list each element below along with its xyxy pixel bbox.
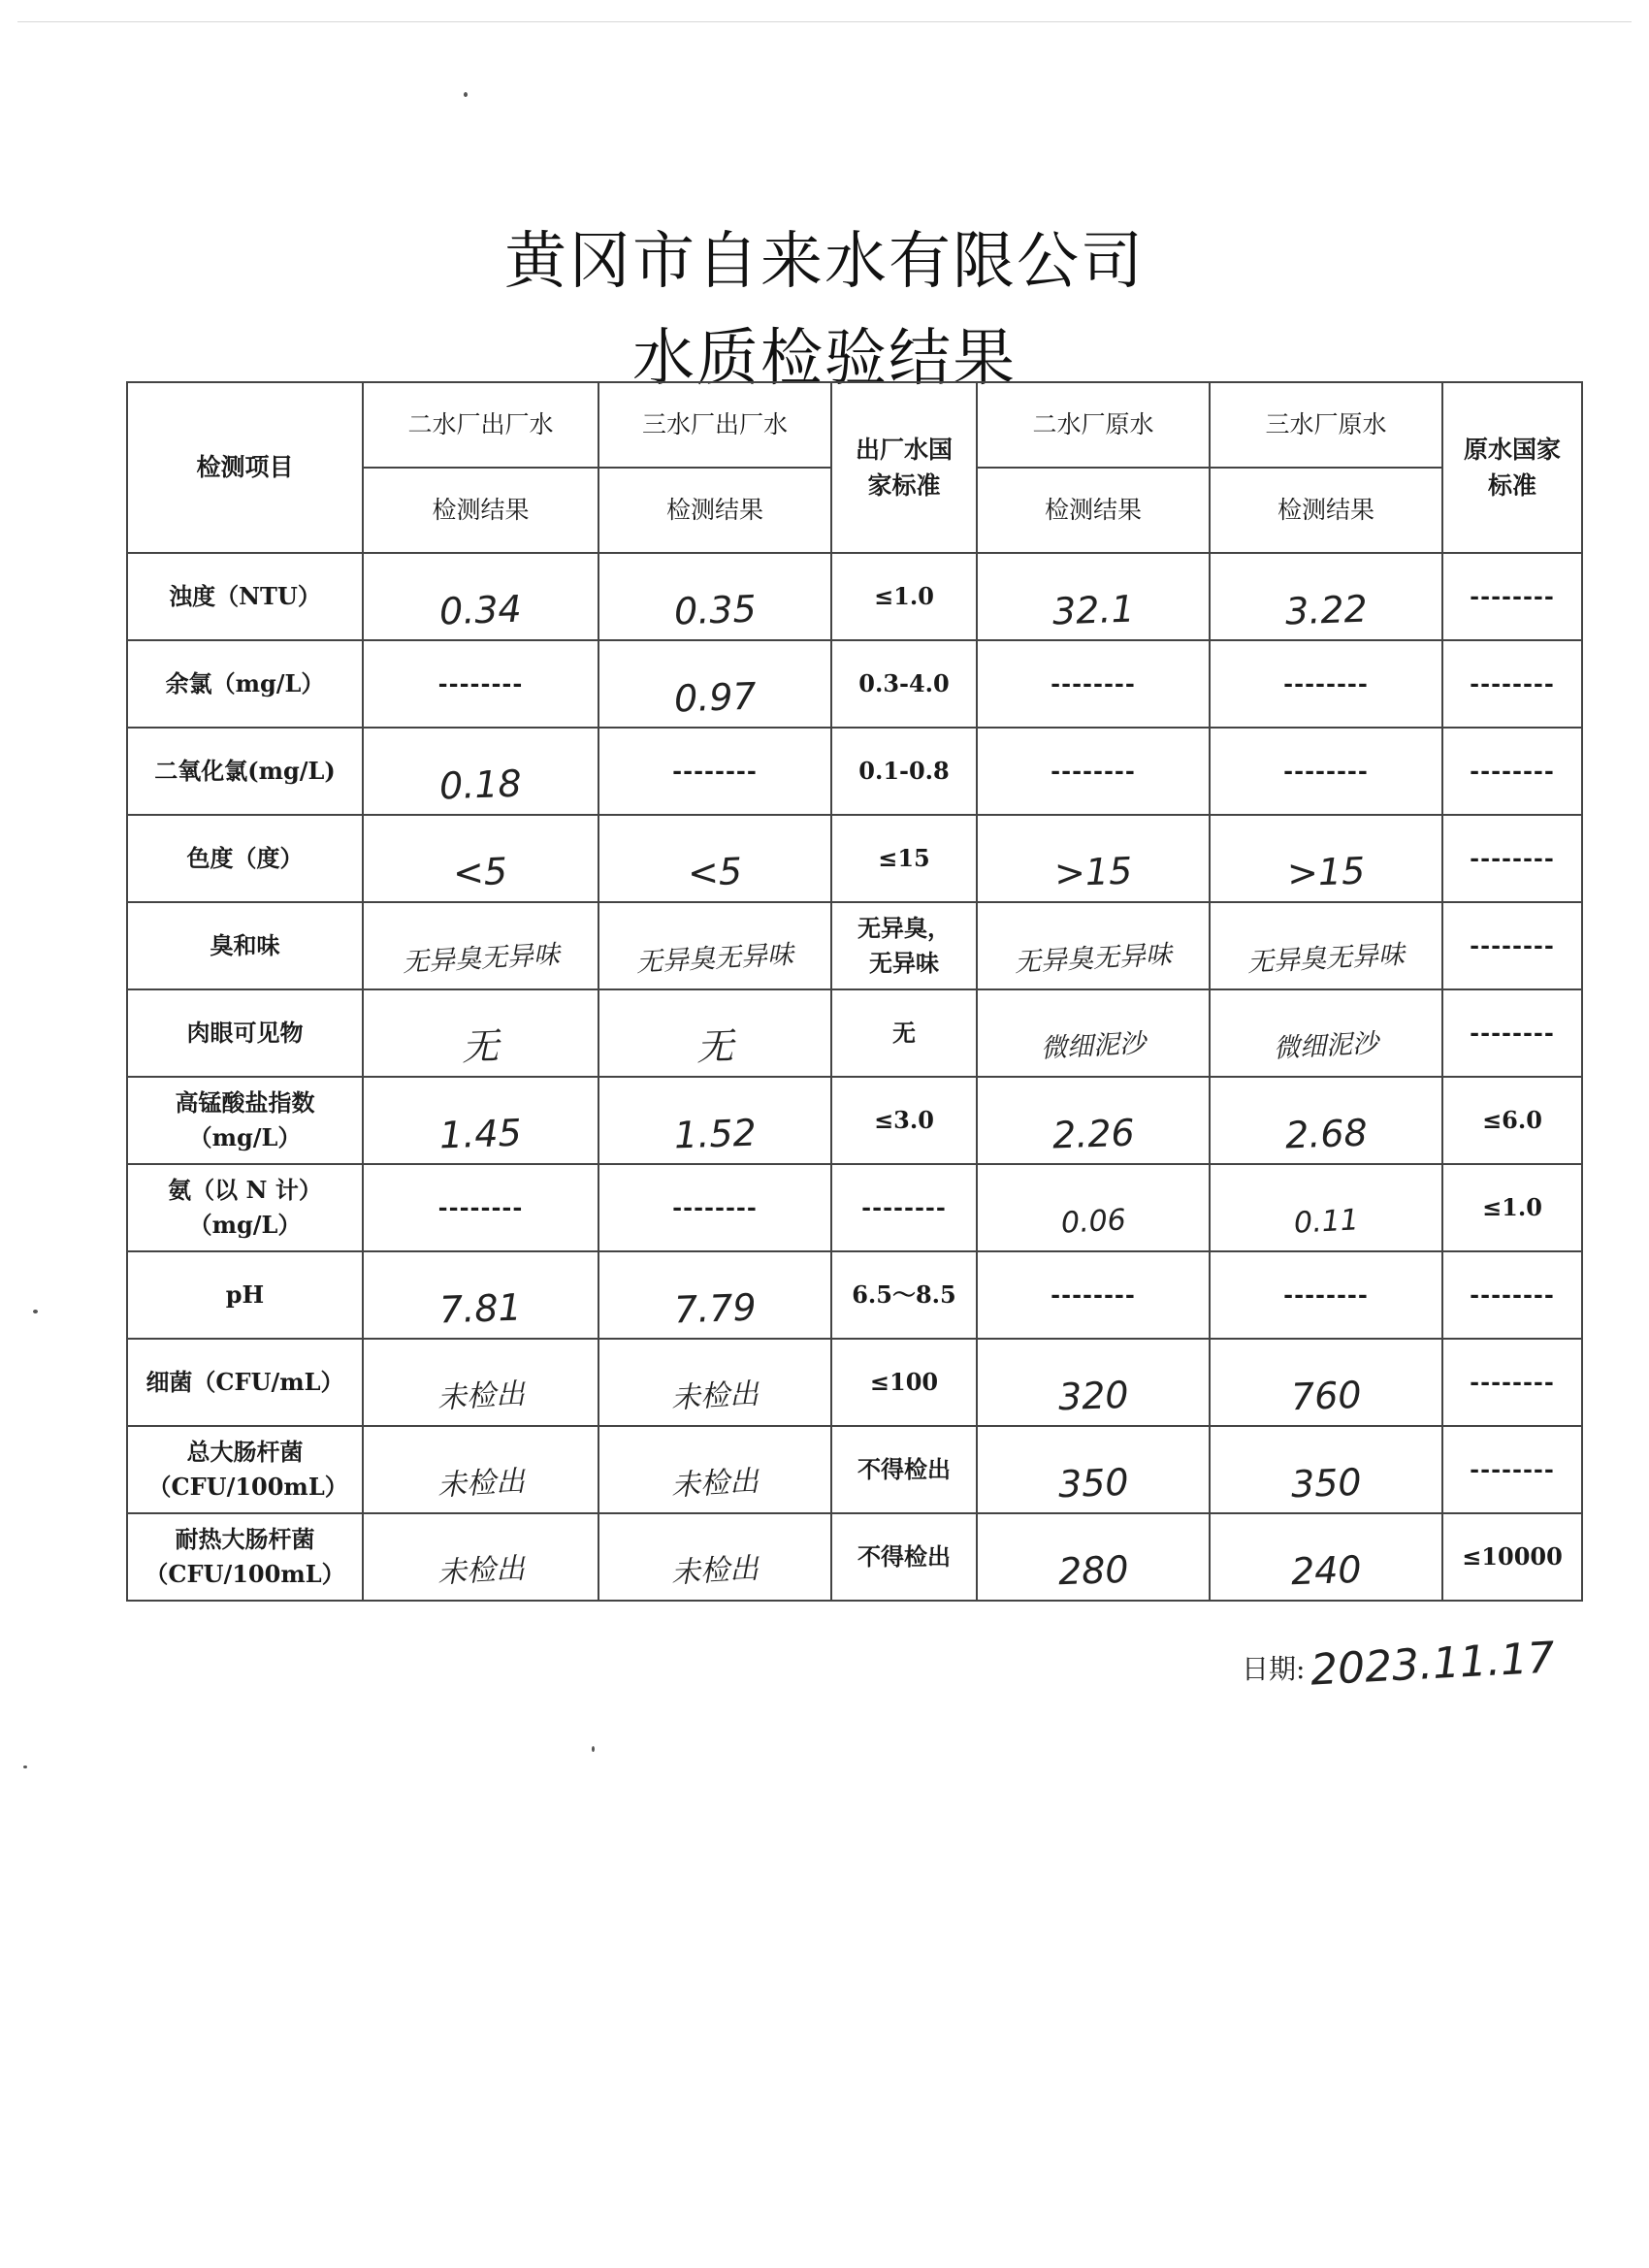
item-name: 肉眼可见物 [127,989,363,1077]
value-cell [1210,1513,1442,1601]
value-cell: -------- [977,640,1210,728]
table-row [127,728,1582,815]
value-cell [363,728,598,815]
value-cell [598,1339,831,1426]
standard-value: -------- [1442,640,1582,728]
item-name-text: 总大肠杆菌（CFU/100mL） [147,1438,348,1501]
handwritten-value: 微细泥沙 [1273,1027,1379,1064]
value-cell [363,902,598,989]
table-row [127,902,1582,989]
handwritten-value: 0.34 [438,587,523,632]
standard-value: 0.3-4.0 [831,640,977,728]
item-name: 细菌（CFU/mL） [127,1339,363,1426]
handwritten-value: 0.11 [1292,1202,1360,1241]
header-col2: 三水厂出厂水 [598,382,831,468]
value-cell [363,989,598,1077]
table-row [127,1513,1582,1601]
handwritten-value: 320 [1056,1373,1129,1418]
value-cell [977,1164,1210,1251]
value-cell [598,902,831,989]
value-cell [977,1426,1210,1513]
standard-value: ≤3.0 [831,1077,977,1164]
header-col3: 二水厂原水 [977,382,1210,468]
handwritten-value: >15 [1053,849,1133,894]
value-cell [1210,553,1442,640]
standard-value: -------- [831,1164,977,1251]
result-label: 检测结果 [1210,468,1442,553]
result-label: 检测结果 [977,468,1210,553]
handwritten-value: 7.79 [672,1285,758,1331]
standard-value [831,902,977,989]
date-label: 日期: [1242,1653,1306,1685]
handwritten-value: 无异臭无异味 [1246,939,1406,978]
handwritten-value: 0.35 [672,587,758,632]
handwritten-value: 微细泥沙 [1040,1027,1147,1064]
item-name: 二氧化氯(mg/L) [127,728,363,815]
value-cell [1210,1426,1442,1513]
handwritten-value: 无异臭无异味 [401,939,561,978]
handwritten-value: 2.26 [1051,1111,1136,1156]
water-quality-table [126,381,1583,1602]
date-value: 2023.11.17 [1309,1633,1556,1696]
value-cell [363,815,598,902]
standard-value: -------- [1442,989,1582,1077]
value-cell: -------- [977,1251,1210,1339]
item-name: 臭和味 [127,902,363,989]
value-cell: -------- [598,1164,831,1251]
value-cell: -------- [1210,728,1442,815]
header-col4: 三水厂原水 [1210,382,1442,468]
standard-value: -------- [1442,815,1582,902]
table-row [127,640,1582,728]
handwritten-value: 350 [1056,1460,1129,1506]
value-cell [1210,1164,1442,1251]
standard-value: 不得检出 [831,1426,977,1513]
table-row [127,553,1582,640]
result-label: 检测结果 [363,468,598,553]
header-std1-text: 出厂水国家标准 [855,435,953,500]
standard-value: 6.5～8.5 [831,1251,977,1339]
item-name-text: 高锰酸盐指数（mg/L） [175,1088,315,1151]
standard-value: ≤1.0 [1442,1164,1582,1251]
standard-value: -------- [1442,1426,1582,1513]
standard-value: -------- [1442,902,1582,989]
header-item: 检测项目 [127,382,363,553]
table-row [127,815,1582,902]
value-cell [1210,902,1442,989]
company-title: 黄冈市自来水有限公司 [504,226,1145,298]
handwritten-value: 32.1 [1051,587,1136,632]
handwritten-value: 无 [695,1023,734,1069]
value-cell [598,640,831,728]
item-name: pH [127,1251,363,1339]
value-cell [977,1077,1210,1164]
handwritten-value: 无异臭无异味 [1014,939,1173,978]
table-row [127,1251,1582,1339]
value-cell: -------- [1210,1251,1442,1339]
value-cell [977,1339,1210,1426]
item-name: 余氯（mg/L） [127,640,363,728]
standard-value: 0.1-0.8 [831,728,977,815]
value-cell [363,1251,598,1339]
handwritten-value: 0.18 [438,761,523,807]
header-std2-text: 原水国家标准 [1463,435,1561,500]
handwritten-value: 280 [1056,1547,1129,1593]
handwritten-value: 未检出 [670,1464,760,1503]
item-name [127,1164,363,1251]
scan-speck [464,92,468,97]
handwritten-value: <5 [687,849,743,894]
scan-speck [592,1746,595,1752]
value-cell [598,815,831,902]
table-row [127,1164,1582,1251]
value-cell [598,1251,831,1339]
value-cell: -------- [1210,640,1442,728]
value-cell [598,1513,831,1601]
item-name-text: 氨（以 N 计）（mg/L） [168,1176,322,1239]
item-name: 浊度（NTU） [127,553,363,640]
item-name [127,1513,363,1601]
value-cell: -------- [598,728,831,815]
handwritten-value: 未检出 [436,1464,526,1503]
handwritten-value: 240 [1289,1547,1362,1593]
handwritten-value: >15 [1286,849,1366,894]
standard-value: -------- [1442,1339,1582,1426]
value-cell [363,1339,598,1426]
header-std2 [1442,382,1582,553]
handwritten-value: 未检出 [670,1551,760,1590]
value-cell [977,902,1210,989]
scan-edge-line [17,21,1632,22]
handwritten-value: 无 [461,1023,501,1069]
scan-speck [33,1310,38,1313]
standard-value: ≤6.0 [1442,1077,1582,1164]
header-col1: 二水厂出厂水 [363,382,598,468]
value-cell [1210,989,1442,1077]
handwritten-value: 0.97 [672,674,758,720]
item-name [127,1426,363,1513]
value-cell [363,1513,598,1601]
value-cell [977,553,1210,640]
handwritten-value: 2.68 [1283,1111,1369,1156]
scan-speck [23,1766,27,1768]
handwritten-value: 未检出 [436,1377,526,1415]
value-cell [1210,815,1442,902]
value-cell [598,553,831,640]
handwritten-value: <5 [452,849,509,894]
value-cell [363,1426,598,1513]
standard-value: -------- [1442,1251,1582,1339]
value-cell: -------- [363,1164,598,1251]
table-row [127,1339,1582,1426]
report-title: 水质检验结果 [632,323,1017,395]
standard-value: ≤1.0 [831,553,977,640]
value-cell [363,1077,598,1164]
value-cell: -------- [363,640,598,728]
handwritten-value: 7.81 [438,1285,523,1331]
value-cell [598,989,831,1077]
handwritten-value: 未检出 [670,1377,760,1415]
handwritten-value: 1.45 [438,1111,523,1156]
handwritten-value: 350 [1289,1460,1362,1506]
standard-value: -------- [1442,728,1582,815]
handwritten-value: 3.22 [1283,587,1369,632]
standard-text: 无异臭，无异味 [857,914,951,977]
standard-value: 无 [831,989,977,1077]
handwritten-value: 无异臭无异味 [635,939,794,978]
table-row [127,1077,1582,1164]
standard-value: ≤15 [831,815,977,902]
value-cell [977,815,1210,902]
standard-value: ≤100 [831,1339,977,1426]
value-cell [363,553,598,640]
value-cell [598,1426,831,1513]
item-name: 色度（度） [127,815,363,902]
value-cell [977,1513,1210,1601]
standard-value: ≤10000 [1442,1513,1582,1601]
value-cell [1210,1339,1442,1426]
header-std1 [831,382,977,553]
table-row [127,989,1582,1077]
handwritten-value: 0.06 [1059,1202,1127,1241]
handwritten-value: 未检出 [436,1551,526,1590]
standard-value: -------- [1442,553,1582,640]
item-name [127,1077,363,1164]
value-cell [598,1077,831,1164]
standard-value: 不得检出 [831,1513,977,1601]
result-label: 检测结果 [598,468,831,553]
handwritten-value: 1.52 [672,1111,758,1156]
value-cell: -------- [977,728,1210,815]
date-line [1242,1633,1556,1696]
value-cell [977,989,1210,1077]
value-cell [1210,1077,1442,1164]
handwritten-value: 760 [1289,1373,1362,1418]
item-name-text: 耐热大肠杆菌（CFU/100mL） [145,1525,345,1588]
table-row [127,1426,1582,1513]
